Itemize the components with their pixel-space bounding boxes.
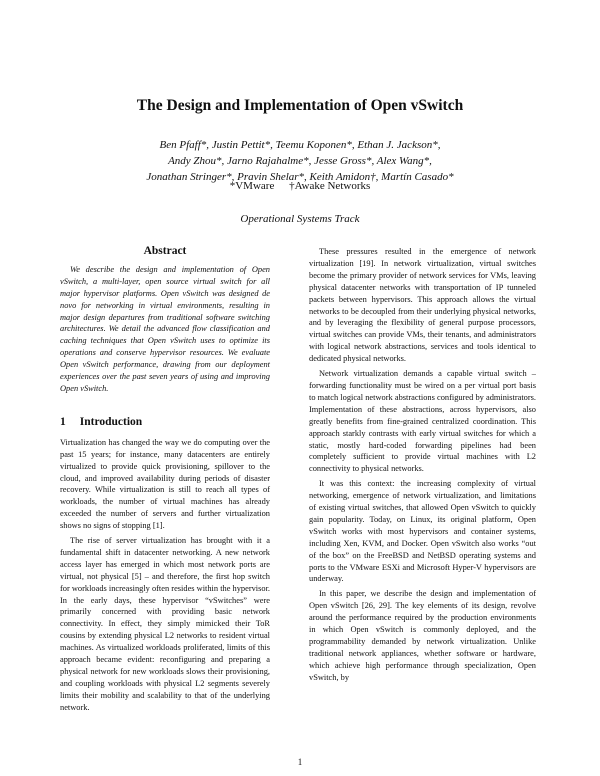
track-label: Operational Systems Track	[240, 213, 360, 225]
affiliation-awake: †Awake Networks	[289, 180, 371, 192]
body-paragraph: These pressures resulted in the emergence of network virtualization [19]. In network virtualization, virtual switches become the primary provider of network services for VMs, leaving physical datacenter networks with transportation of IP tunneled packets between hypervisors. This approach allows the virtual networks to be decoupled from their underlying physical networks, and by leveraging the flexibility of general purpose processors, virtual switches can provide VMs, their tenants, and administrators with logical network abstractions, services and tools identical to dedicated physical networks.	[309, 247, 536, 364]
body-paragraph: It was this context: the increasing complexity of virtual networking, emergence of network virtualization, and limitations of existing virtual switches, that allowed Open vSwitch to quickly gain popularity. Today, on Linux, its original platform, Open vSwitch works with most hypervisors and container systems, including Xen, KVM, and Docker. Open vSwitch also works “out of the box” on the FreeBSD and NetBSD operating systems and ports to the VMware ESXi and Microsoft Hyper-V hypervisors are underway.	[309, 479, 536, 584]
section-number: 1	[60, 415, 66, 428]
author-line: Jonathan Stringer*, Pravin Shelar*, Keith Amidon†, Martín Casado*	[146, 171, 454, 183]
abstract-heading: Abstract	[143, 245, 187, 257]
section-title: Introduction	[79, 415, 143, 428]
body-paragraph: Virtualization has changed the way we do computing over the past 15 years; for instance, many datacenters are entirely virtualized to provide quick provisioning, spillover to the cloud, and improved availability during periods of disaster recovery. While virtualization is still to reach all types of workloads, the number of virtual machines has already exceeded the number of servers and further virtualization shows no signs of stopping [1].	[60, 437, 270, 531]
affiliations	[0, 180, 600, 192]
body-paragraph: In this paper, we describe the design and implementation of Open vSwitch [26, 29]. The key elements of its design, revolve around the performance required by the production environments in which Open vSwitch is commonly deployed, and the programmability demanded by network virtualization. Unlike traditional network appliances, whether software or hardware, which achieve high performance through specialization, Open vSwitch, by	[309, 589, 536, 682]
affiliation-vmware: *VMware	[229, 180, 275, 192]
body-paragraph: The rise of server virtualization has brought with it a fundamental shift in datacenter networking. A new network access layer has emerged in which most network ports are virtual, not physical [5] – and therefore, the first hop switch for workloads increasingly often resides within the hypervisor. In the early days, these hypervisor “vSwitches” were primarily concerned with providing basic network connectivity. In effect, they simply mimicked their ToR cousins by extending physical L2 networks to resident virtual machines. As virtualized workloads proliferated, limits of this approach became evident: reconfiguring and preparing a physical network for new workloads slows their provisioning, and coupling workloads with physical L2 segments severely limits their mobility and scalability to that of the underlying network.	[60, 536, 270, 712]
body-paragraph: Network virtualization demands a capable virtual switch – forwarding functionality must be wired on a per virtual port basis to match logical network abstractions configured by administrators. Implementation of these abstractions, across hypervisors, also greatly benefits from fine-grained centralized coordination. This approach starkly contrasts with early virtual switches for which a static, mostly hard-coded forwarding pipelines had been completely sufficient to provide virtual machines with L2 connectivity to physical networks.	[309, 369, 536, 474]
author-line: Andy Zhou*, Jarno Rajahalme*, Jesse Gross*, Alex Wang*,	[168, 155, 432, 167]
abstract-text: We describe the design and implementation of Open vSwitch, a multi-layer, open source virtual switch for all major hypervisor platforms. Open vSwitch was designed de novo for networking in virtual environments, resulting in major design departures from traditional software switching architectures. We detail the advanced flow classification and caching techniques that Open vSwitch uses to optimize its operations and conserve hypervisor resources. We evaluate Open vSwitch performance, drawing from our deployment experiences over the past seven years of using and improving Open vSwitch.	[60, 264, 270, 393]
right-column	[309, 246, 536, 687]
section-heading	[60, 417, 270, 429]
paper-title: The Design and Implementation of Open vSwitch	[136, 97, 464, 114]
author-list	[60, 137, 540, 185]
left-column	[60, 246, 270, 717]
author-line: Ben Pfaff*, Justin Pettit*, Teemu Koponen*, Ethan J. Jackson*,	[159, 139, 441, 151]
page-number: 1	[297, 757, 303, 767]
